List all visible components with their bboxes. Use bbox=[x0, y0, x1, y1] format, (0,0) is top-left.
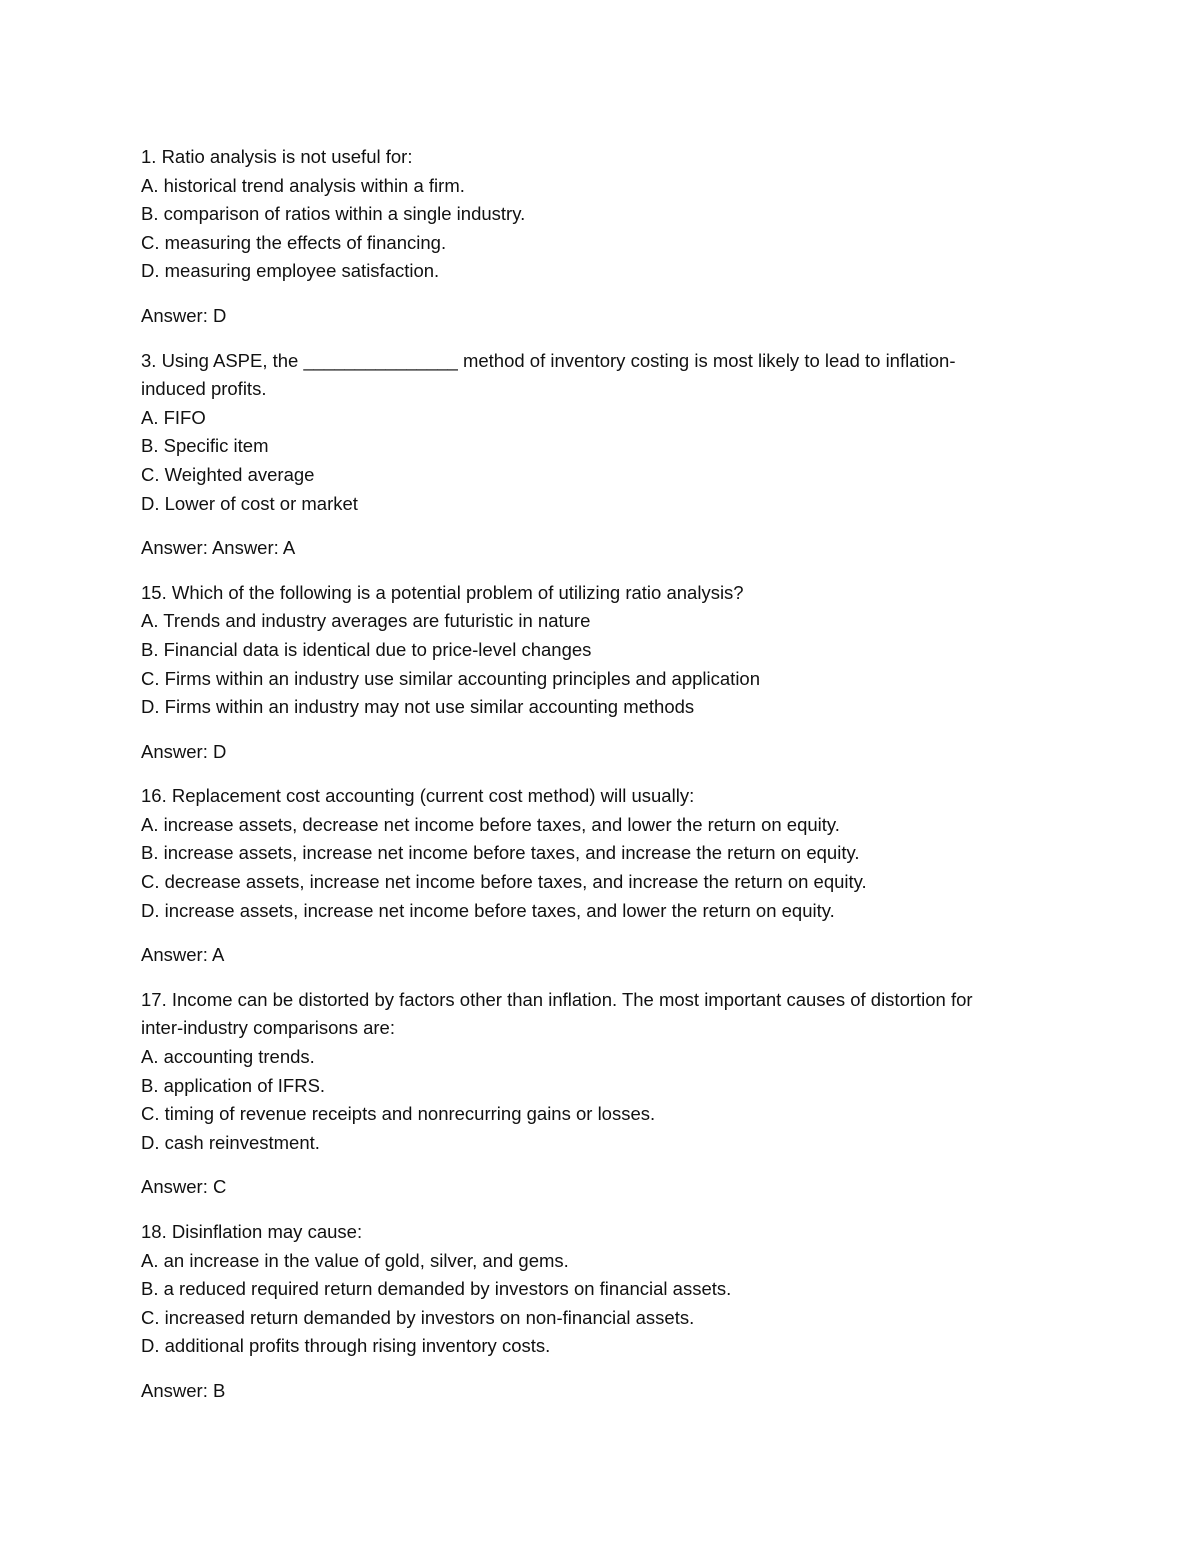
question-stem-continued: induced profits. bbox=[141, 378, 267, 400]
option-b: B. application of IFRS. bbox=[141, 1074, 326, 1096]
option-b: B. comparison of ratios within a single industry. bbox=[141, 203, 526, 225]
question-block bbox=[141, 986, 1101, 1202]
option-c: C. Weighted average bbox=[141, 463, 315, 485]
option-b: B. Financial data is identical due to price-level changes bbox=[141, 638, 592, 660]
answer-line: Answer: A bbox=[141, 944, 225, 966]
option-a: A. Trends and industry averages are futuristic in nature bbox=[141, 610, 591, 632]
option-a: A. FIFO bbox=[141, 406, 206, 428]
answer-line: Answer: B bbox=[141, 1379, 226, 1401]
option-d: D. measuring employee satisfaction. bbox=[141, 260, 440, 282]
answer-line: Answer: D bbox=[141, 740, 227, 762]
quiz-content bbox=[141, 143, 1101, 1422]
option-d: D. Firms within an industry may not use similar accounting methods bbox=[141, 696, 695, 718]
option-c: C. measuring the effects of financing. bbox=[141, 231, 447, 253]
option-a: A. increase assets, decrease net income before taxes, and lower the return on equity. bbox=[141, 813, 840, 835]
option-b: B. a reduced required return demanded by investors on financial assets. bbox=[141, 1278, 732, 1300]
question-stem-continued: inter-industry comparisons are: bbox=[141, 1017, 395, 1039]
question-stem: 18. Disinflation may cause: bbox=[141, 1221, 363, 1242]
option-a: A. historical trend analysis within a firm. bbox=[141, 174, 465, 196]
option-d: D. additional profits through rising inventory costs. bbox=[141, 1335, 551, 1357]
option-b: B. increase assets, increase net income before taxes, and increase the return on equity. bbox=[141, 842, 860, 864]
question-block bbox=[141, 347, 1101, 563]
option-d: D. Lower of cost or market bbox=[141, 492, 358, 514]
question-block bbox=[141, 1218, 1101, 1406]
answer-line: Answer: D bbox=[141, 304, 227, 326]
option-d: D. increase assets, increase net income before taxes, and lower the return on equity. bbox=[141, 899, 835, 921]
option-a: A. accounting trends. bbox=[141, 1046, 315, 1068]
answer-line: Answer: Answer: A bbox=[141, 537, 296, 559]
question-stem: 17. Income can be distorted by factors other than inflation. The most important causes of distortion for bbox=[141, 988, 973, 1010]
option-a: A. an increase in the value of gold, silver, and gems. bbox=[141, 1249, 569, 1271]
option-d: D. cash reinvestment. bbox=[141, 1131, 320, 1153]
question-stem: 16. Replacement cost accounting (current cost method) will usually: bbox=[141, 785, 695, 807]
question-stem: 15. Which of the following is a potential problem of utilizing ratio analysis? bbox=[141, 581, 744, 603]
answer-line: Answer: C bbox=[141, 1176, 227, 1198]
question-stem: 1. Ratio analysis is not useful for: bbox=[141, 146, 413, 167]
option-c: C. timing of revenue receipts and nonrecurring gains or losses. bbox=[141, 1103, 656, 1125]
question-stem: 3. Using ASPE, the _______________ method of inventory costing is most likely to lead to inflation- bbox=[141, 349, 956, 371]
question-block bbox=[141, 782, 1101, 970]
option-b: B. Specific item bbox=[141, 435, 269, 457]
option-c: C. Firms within an industry use similar accounting principles and application bbox=[141, 667, 761, 689]
question-block bbox=[141, 579, 1101, 767]
option-c: C. decrease assets, increase net income before taxes, and increase the return on equity. bbox=[141, 871, 867, 893]
option-c: C. increased return demanded by investors on non-financial assets. bbox=[141, 1306, 695, 1328]
question-block bbox=[141, 143, 1101, 331]
